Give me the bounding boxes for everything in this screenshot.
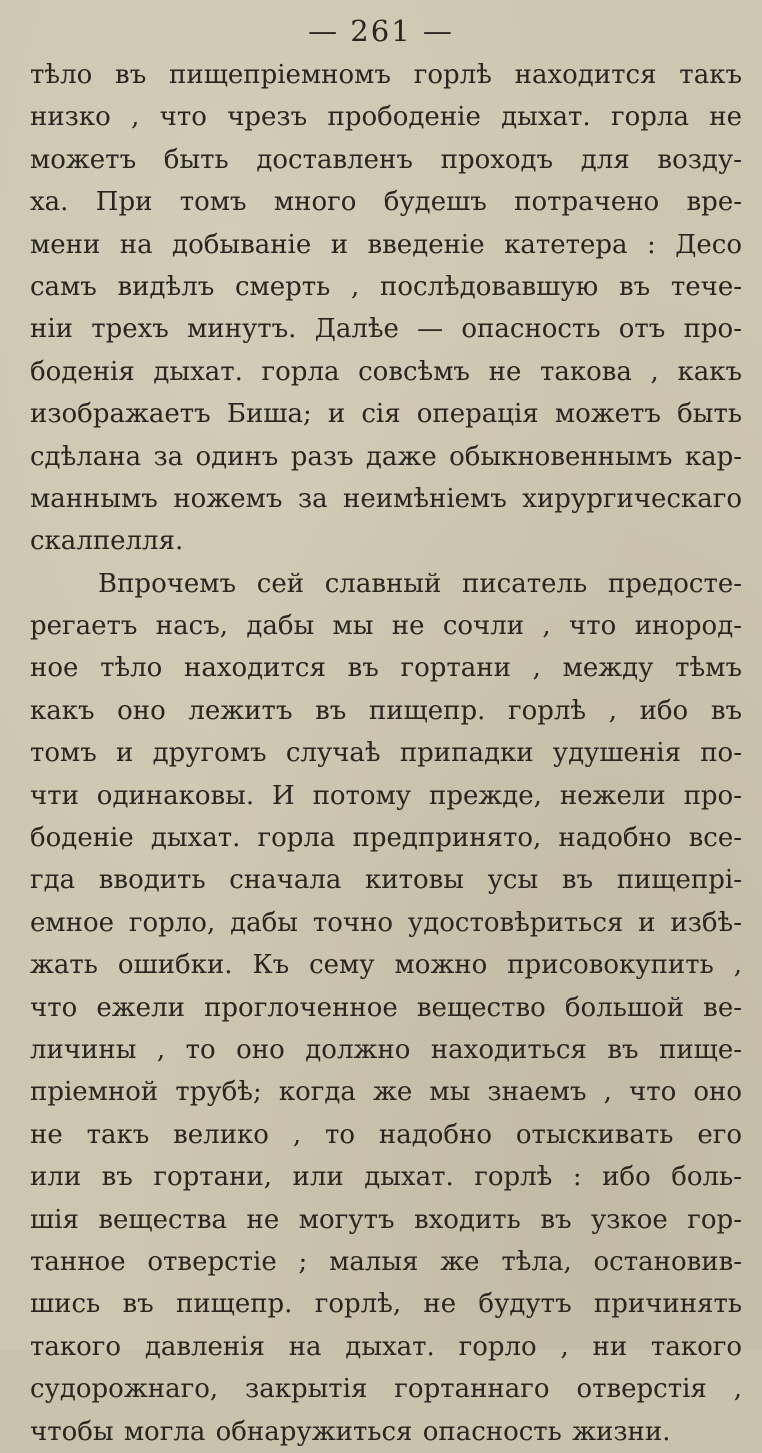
text-line: такого давленія на дыхат. горло , ни такого — [30, 1331, 742, 1362]
text-line: регаетъ насъ, дабы мы не сочли , что инород- — [30, 611, 742, 642]
text-line: Впрочемъ сей славный писатель предосте- — [98, 568, 742, 599]
text-line: тѣло въ пищепріемномъ горлѣ находится такъ — [30, 60, 742, 90]
text-line: боденія дыхат. горла совсѣмъ не такова , какъ — [30, 356, 742, 387]
text-line: какъ оно лежитъ въ пищепр. горлѣ , ибо въ — [30, 695, 742, 726]
text-line: сдѣлана за одинъ разъ даже обыкновеннымъ кар- — [30, 441, 742, 472]
paragraph-2 — [30, 563, 742, 1453]
text-line: боденіе дыхат. горла предпринято, надобно все- — [30, 823, 742, 854]
text-line: скалпелля. — [30, 526, 184, 557]
text-line: шія вещества не могутъ входить въ узкое гор- — [30, 1204, 742, 1235]
text-line: танное отверстіе ; малыя же тѣла, остановив- — [30, 1246, 742, 1277]
page-number: — 261 — — [308, 14, 454, 48]
text-line: пріемной трубѣ; когда же мы знаемъ , что оно — [30, 1077, 742, 1108]
text-line: ніи трехъ минутъ. Далѣе — опасность отъ про- — [30, 314, 742, 345]
text-line: изображаетъ Биша; и сія операція можетъ быть — [30, 399, 742, 430]
text-line: что ежели проглоченное вещество большой ве- — [30, 992, 742, 1023]
text-line: жать ошибки. Къ сему можно присовокупить , — [30, 950, 742, 981]
text-line: можетъ быть доставленъ проходъ для возду- — [30, 144, 742, 175]
text-line: емное горло, дабы точно удостовѣриться и избѣ- — [30, 907, 742, 938]
text-line: судорожнаго, закрытія гортаннаго отверстія , — [30, 1374, 742, 1405]
text-line: самъ видѣлъ смерть , послѣдовавшую въ тече- — [30, 271, 742, 302]
text-block — [30, 54, 742, 1453]
text-line: ное тѣло находится въ гортани , между тѣмъ — [30, 653, 742, 684]
text-line: личины , то оно должно находиться въ пище- — [30, 1034, 742, 1065]
text-line: гда вводить сначала китовы усы въ пищепрі- — [30, 865, 742, 896]
text-line: не такъ велико , то надобно отыскивать его — [30, 1119, 742, 1150]
text-line: томъ и другомъ случаѣ припадки удушенія по- — [30, 738, 742, 769]
text-line: или въ гортани, или дыхат. горлѣ : ибо боль- — [30, 1162, 742, 1193]
paragraph-1 — [30, 54, 742, 563]
text-line: мени на добываніе и введеніе катетера : Десо — [30, 229, 742, 260]
text-line: низко , что чрезъ прободеніе дыхат. горла не — [30, 102, 742, 133]
text-line: чти одинаковы. И потому прежде, нежели про- — [30, 780, 742, 811]
text-line: ха. При томъ много будешъ потрачено вре- — [30, 187, 742, 218]
text-line: маннымъ ножемъ за неимѣніемъ хирургическаго — [30, 483, 742, 514]
text-line: чтобы могла обнаружиться опасность жизни. — [30, 1416, 671, 1447]
text-line: шись въ пищепр. горлѣ, не будутъ причинять — [30, 1289, 742, 1320]
